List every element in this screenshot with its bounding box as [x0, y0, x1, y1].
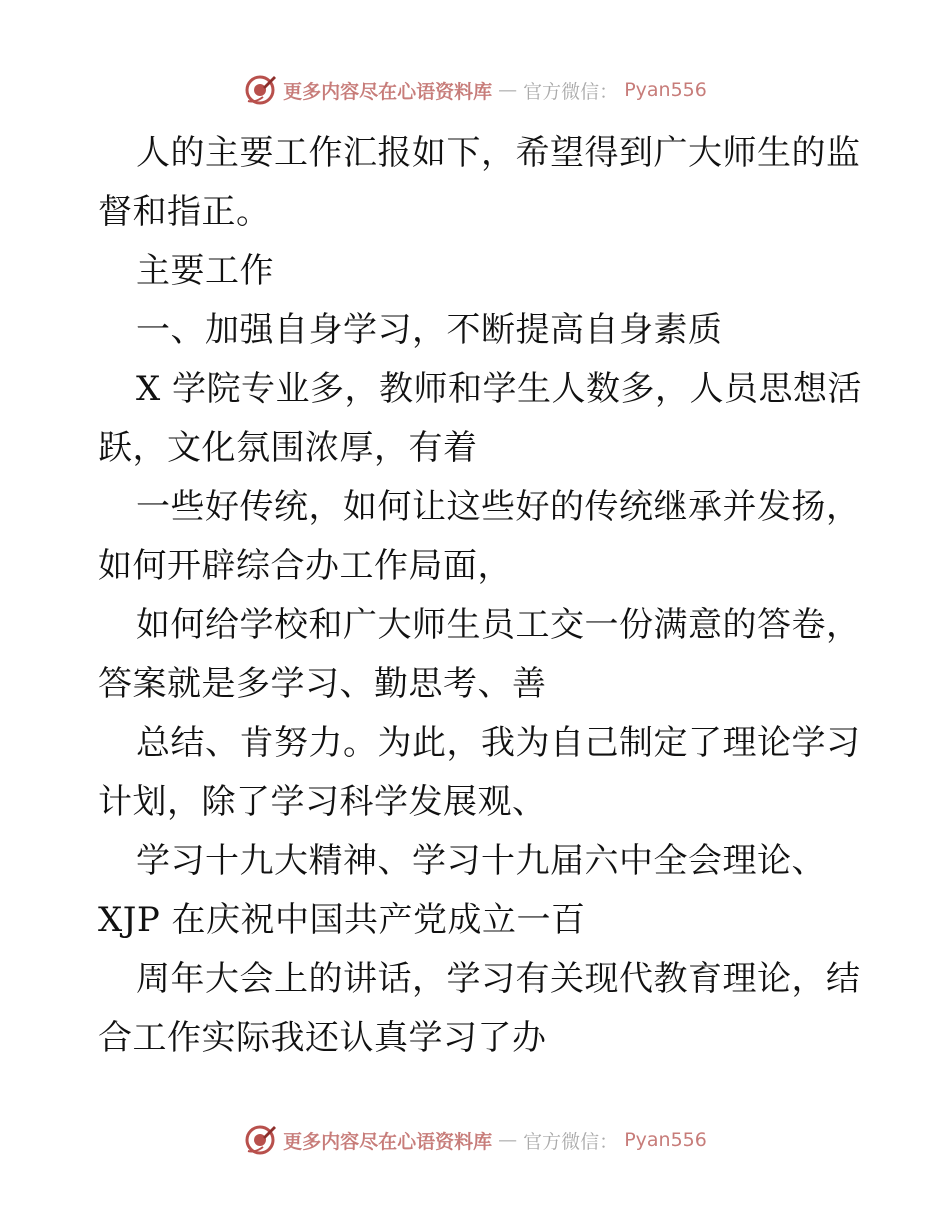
watermark-wechat-id: Pyan556 — [624, 79, 707, 101]
text-line: 合工作实际我还认真学习了办 — [98, 1018, 547, 1058]
text-line: 人的主要工作汇报如下，希望得到广大师生的监 — [136, 133, 861, 173]
section-heading: 主要工作 — [136, 251, 274, 291]
text-line: 跃，文化氛围浓厚，有着 — [98, 428, 478, 468]
watermark-wechat-label: 官方微信： — [523, 1130, 619, 1153]
text-line: 答案就是多学习、勤思考、善 — [98, 664, 547, 704]
watermark-wechat-label: 官方微信： — [523, 80, 619, 103]
watermark-site-text: 更多内容尽在心语资料库 — [283, 80, 493, 103]
pen-logo-icon — [243, 73, 277, 107]
text-line: 学习十九大精神、学习十九届六中全会理论、 — [136, 841, 826, 881]
text-line: XJP 在庆祝中国共产党成立一百 — [98, 900, 586, 940]
document-body — [98, 124, 863, 1068]
text-line: 如何开辟综合办工作局面， — [98, 546, 512, 586]
text-line: 计划，除了学习科学发展观、 — [98, 782, 547, 822]
subsection-heading: 一、加强自身学习，不断提高自身素质 — [136, 310, 723, 350]
text-line: 如何给学校和广大师生员工交一份满意的答卷， — [136, 605, 861, 645]
pen-logo-icon — [243, 1123, 277, 1157]
watermark-separator: — — [498, 79, 518, 101]
text-line: X 学院专业多，教师和学生人数多，人员思想活 — [136, 369, 863, 409]
watermark-site-text: 更多内容尽在心语资料库 — [283, 1130, 493, 1153]
text-line: 总结、肯努力。为此，我为自己制定了理论学习 — [136, 723, 861, 763]
watermark-wechat-id: Pyan556 — [624, 1129, 707, 1151]
footer-watermark — [0, 1120, 950, 1160]
text-line: 一些好传统，如何让这些好的传统继承并发扬， — [136, 487, 861, 527]
watermark-separator: — — [498, 1129, 518, 1151]
text-line: 督和指正。 — [98, 192, 271, 232]
text-line: 周年大会上的讲话，学习有关现代教育理论，结 — [136, 959, 861, 999]
header-watermark — [0, 70, 950, 110]
